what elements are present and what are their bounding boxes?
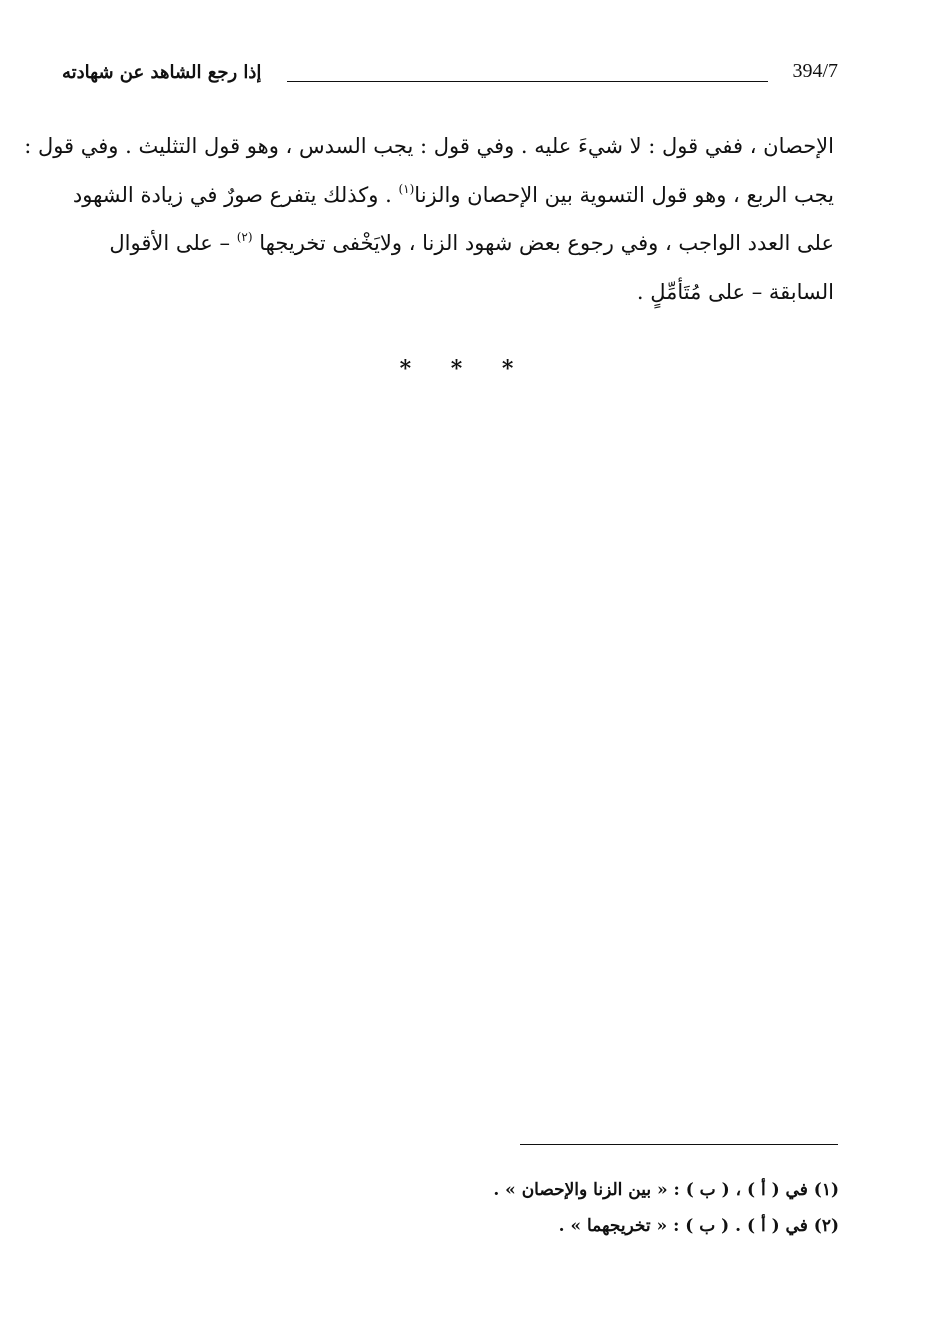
section-separator: * * * <box>399 356 530 382</box>
footnote-rule <box>520 1144 838 1145</box>
text-line-1: الإحصان ، ففي قول : لا شيءَ عليه . وفي قول : يجب السدس ، وهو قول التثليث . وفي قول : <box>24 134 834 158</box>
text-line-2-start: يجب الربع ، وهو قول التسوية بين الإحصان والزنا <box>414 182 834 207</box>
footnote-1: (١) في ( أ ) ، ( ب ) : « بين الزنا والإحصان » . <box>493 1180 839 1200</box>
text-line-3-end: – على الأقوال <box>109 231 231 255</box>
main-text <box>24 122 834 316</box>
footnote-ref-2: (٢) <box>236 230 253 244</box>
text-line-3 <box>64 219 834 268</box>
header-rule <box>287 81 768 82</box>
text-line-3-start: على العدد الواجب ، وفي رجوع بعض شهود الزنا ، ولايَخْفى تخريجها <box>259 231 834 255</box>
page-number: 394/7 <box>792 60 838 82</box>
text-line-4: السابقة – على مُتَأمِّلٍ . <box>636 279 834 304</box>
footnote-ref-1: (١) <box>398 181 415 196</box>
text-line-2-end: . وكذلك يتفرع صورٌ في زيادة الشهود <box>72 182 392 207</box>
footnotes <box>239 1172 839 1244</box>
text-line-2 <box>64 171 834 220</box>
running-header <box>62 58 838 92</box>
running-title: إذا رجع الشاهد عن شهادته <box>62 62 262 83</box>
footnote-2: (٢) في ( أ ) . ( ب ) : « تخريجهما » . <box>558 1216 839 1236</box>
